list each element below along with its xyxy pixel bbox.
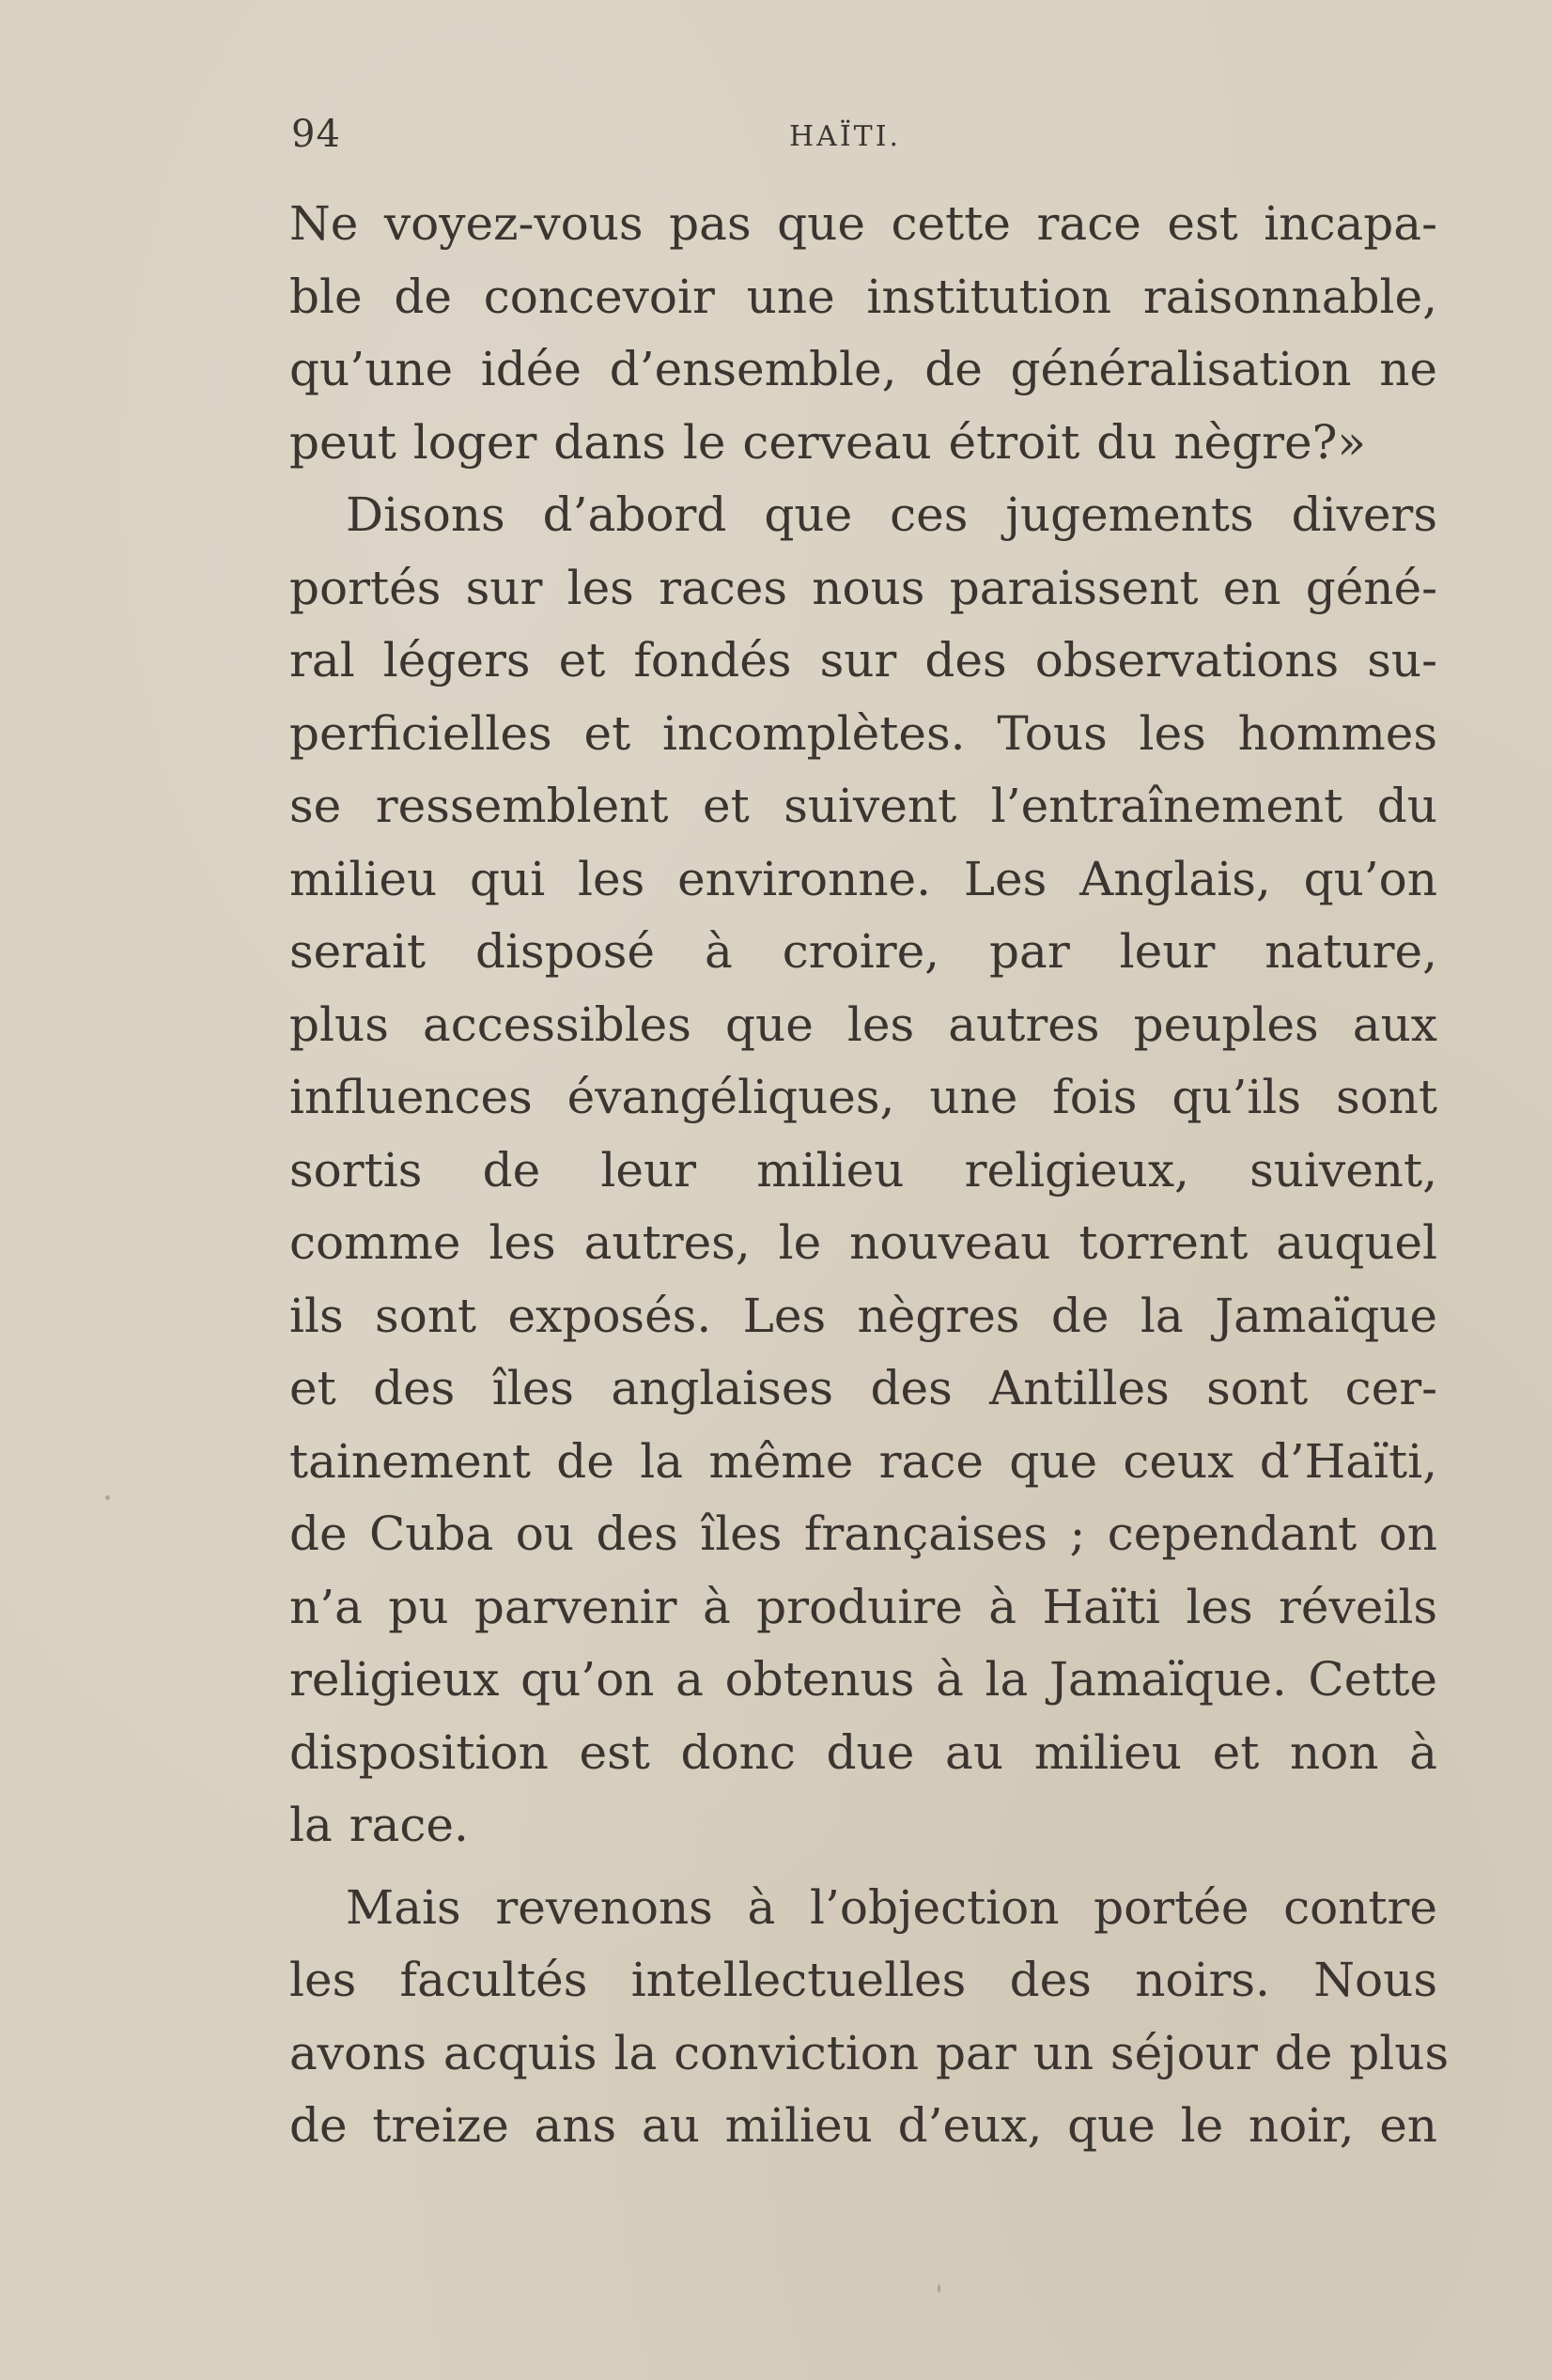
text-line: avons acquis la conviction par un séjour de plus — [289, 2025, 1450, 2080]
paper-speck — [938, 2284, 940, 2293]
text-line: la race. — [289, 1798, 469, 1852]
text-line: ble de concevoir une institution raisonnable, — [289, 269, 1437, 324]
text-line: milieu qui les environne. Les Anglais, qu’on — [289, 851, 1437, 906]
text-line: se ressemblent et suivent l’entraînement du — [289, 779, 1437, 833]
text-line: peut loger dans le cerveau étroit du nègre?» — [289, 414, 1367, 470]
paper-speck — [105, 1495, 110, 1500]
text-line: tainement de la même race que ceux d’Haïti, — [289, 1433, 1437, 1489]
text-line: portés sur les races nous paraissent en géné- — [289, 560, 1437, 615]
running-head: HAÏTI. — [789, 120, 902, 153]
text-line: les facultés intellectuelles des noirs. Nous — [289, 1953, 1437, 2007]
text-line: de Cuba ou des îles françaises ; cependant on — [289, 1507, 1437, 1561]
text-line: perficielles et incomplètes. Tous les hommes — [289, 705, 1437, 761]
body-text — [289, 188, 1450, 2163]
text-line: serait disposé à croire, par leur nature, — [289, 924, 1437, 979]
text-line: sortis de leur milieu religieux, suivent, — [289, 1142, 1437, 1198]
text-line: Mais revenons à l’objection portée contre — [346, 1879, 1437, 1935]
text-line: n’a pu parvenir à produire à Haïti les réveils — [289, 1579, 1437, 1634]
page-number: 94 — [291, 113, 341, 156]
text-line: religieux qu’on a obtenus à la Jamaïque. Cette — [289, 1652, 1437, 1707]
text-line: Ne voyez-vous pas que cette race est incapa- — [289, 196, 1437, 251]
text-line: de treize ans au milieu d’eux, que le noir, en — [289, 2098, 1437, 2153]
text-line: disposition est donc due au milieu et non à — [289, 1724, 1437, 1780]
text-line: influences évangéliques, une fois qu’ils sont — [289, 1070, 1437, 1124]
text-line: et des îles anglaises des Antilles sont cer- — [289, 1361, 1437, 1415]
text-line: ils sont exposés. Les nègres de la Jamaïque — [289, 1288, 1437, 1343]
text-line: comme les autres, le nouveau torrent auquel — [289, 1215, 1437, 1270]
page-header — [291, 113, 1437, 169]
text-line: Disons d’abord que ces jugements divers — [346, 487, 1437, 542]
text-line: ral légers et fondés sur des observations su- — [289, 633, 1437, 688]
text-line: plus accessibles que les autres peuples aux — [289, 997, 1437, 1052]
text-line: qu’une idée d’ensemble, de généralisation ne — [289, 342, 1437, 396]
